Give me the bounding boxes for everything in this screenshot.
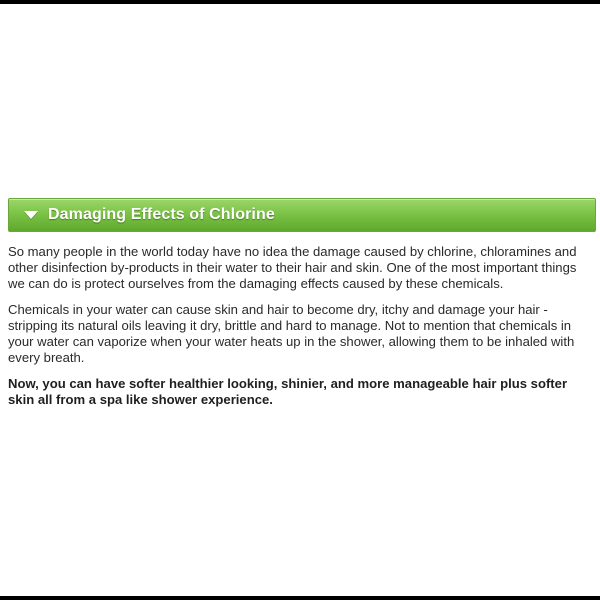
paragraph-chemicals: Chemicals in your water can cause skin and hair to become dry, itchy and damage your hair - stripping its natural oils leaving it dry, brittle and hard to manage. Not to mention that chemicals in your water can vaporize when your water heats up in the shower, allowing them to be inhaled with every breath.	[8, 302, 575, 365]
triangle-down-icon[interactable]	[24, 211, 38, 219]
section-title: Damaging Effects of Chlorine	[48, 206, 275, 223]
paragraph-benefits: Now, you can have softer healthier looking, shinier, and more manageable hair plus softer skin all from a spa like shower experience.	[8, 376, 568, 407]
section-header-chlorine[interactable]	[8, 198, 596, 232]
section-content	[8, 244, 586, 418]
page-frame	[0, 4, 600, 596]
paragraph-intro: So many people in the world today have no idea the damage caused by chlorine, chloramines and other disinfection by-products in their water to their hair and skin. One of the most important things we can do is protect ourselves from the damaging effects caused by these chemicals.	[8, 244, 577, 291]
